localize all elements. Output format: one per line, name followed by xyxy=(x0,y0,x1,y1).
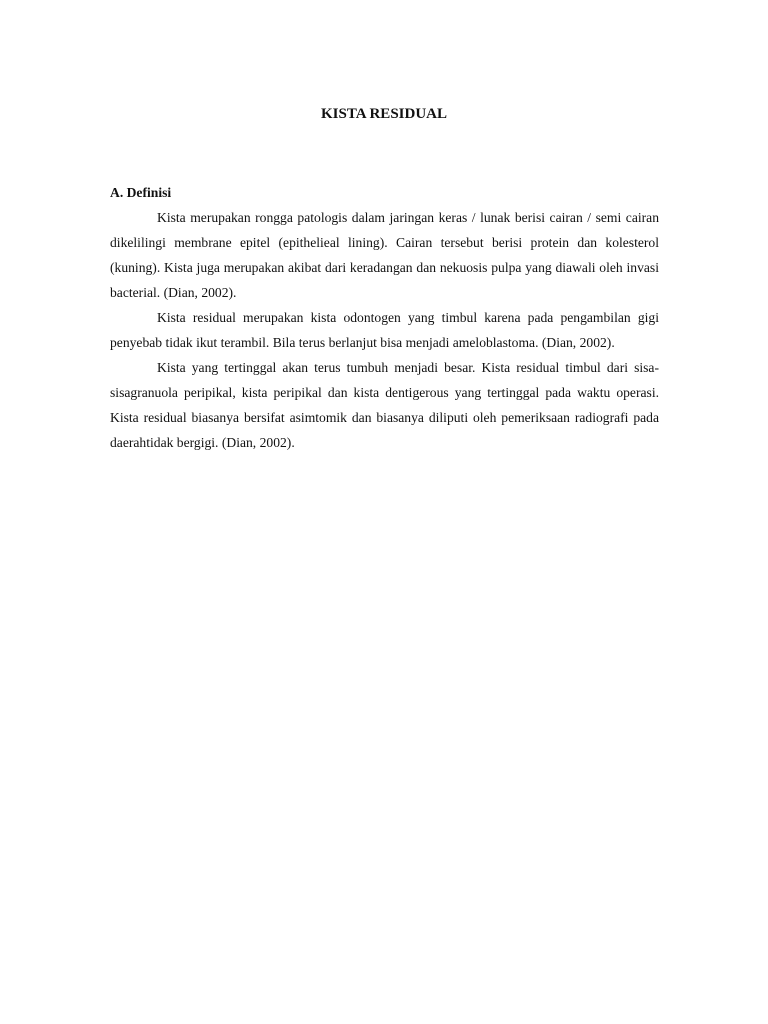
paragraph-1: Kista merupakan rongga patologis dalam jaringan keras / lunak berisi cairan / semi cairan dikelilingi membrane epitel (epithelieal lining). Cairan tersebut berisi protein dan kolesterol (kuning). Kista juga merupakan akibat dari keradangan dan nekuosis pulpa yang diawali oleh invasi bacterial. (Dian, 2002). xyxy=(110,210,659,300)
document-title: KISTA RESIDUAL xyxy=(320,106,447,122)
section-heading: A. Definisi xyxy=(110,185,172,200)
document-body xyxy=(110,180,659,455)
paragraph-2: Kista residual merupakan kista odontogen yang timbul karena pada pengambilan gigi penyebab tidak ikut terambil. Bila terus berlanjut bisa menjadi ameloblastoma. (Dian, 2002). xyxy=(110,310,659,350)
paragraph-3: Kista yang tertinggal akan terus tumbuh menjadi besar. Kista residual timbul dari sisa-sisagranuola peripikal, kista peripikal dan kista dentigerous yang tertinggal pada waktu operasi. Kista residual biasanya bersifat asimtomik dan biasanya diliputi oleh pemeriksaan radiografi pada daerahtidak bergigi. (Dian, 2002). xyxy=(110,360,659,450)
